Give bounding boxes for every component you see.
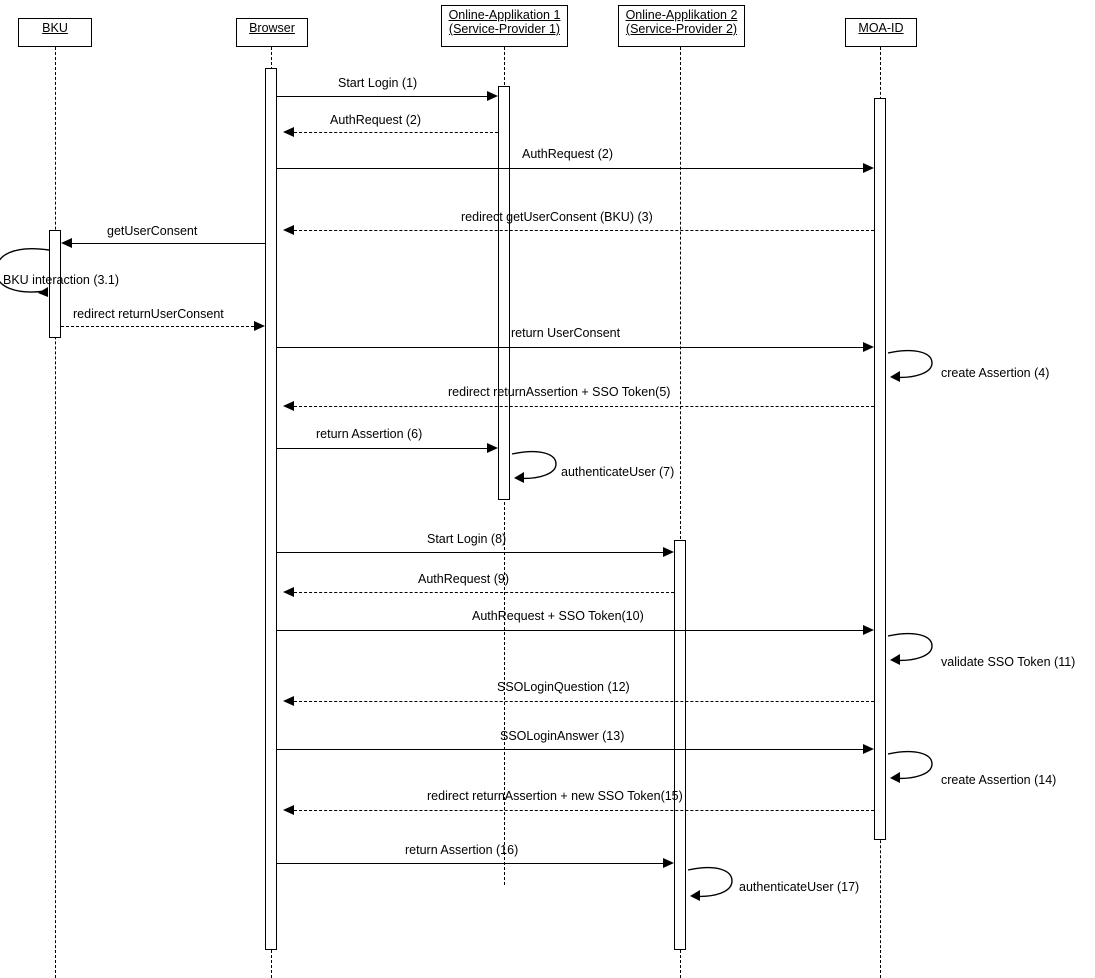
message-label-getuserconsent: getUserConsent <box>107 224 198 238</box>
message-line-ssologinquestion-12 <box>294 701 874 702</box>
self-message-authenticateuser-7 <box>510 448 562 488</box>
lifeline-head-oa2 <box>618 5 745 47</box>
message-line-start-login-8 <box>277 552 663 553</box>
message-label-create-assertion-14: create Assertion (14) <box>941 773 1057 787</box>
message-label-redirect-returnuserconsent: redirect returnUserConsent <box>73 307 224 321</box>
message-line-authrequest-2a <box>294 132 498 133</box>
message-line-authrequest-9 <box>294 592 674 593</box>
message-label-redirect-getuserconsent: redirect getUserConsent (BKU) (3) <box>461 210 653 224</box>
message-label-authrequest-sso-token-10: AuthRequest + SSO Token(10) <box>472 609 644 623</box>
message-label-authrequest-2a: AuthRequest (2) <box>330 113 422 127</box>
arrow-redirect-getuserconsent <box>283 225 294 235</box>
arrow-start-login-1 <box>487 91 498 101</box>
message-line-return-assertion-16 <box>277 863 663 864</box>
arrow-authrequest-2b <box>863 163 874 173</box>
arrow-getuserconsent <box>61 238 72 248</box>
self-message-create-assertion-14 <box>886 748 938 788</box>
message-label-authenticateuser-7: authenticateUser (7) <box>561 465 675 479</box>
message-label-return-userconsent: return UserConsent <box>511 326 621 340</box>
message-label-create-assertion-4: create Assertion (4) <box>941 366 1050 380</box>
lifeline-head-oa1 <box>441 5 568 47</box>
message-label-authenticateuser-17: authenticateUser (17) <box>739 880 860 894</box>
message-line-return-assertion-6 <box>277 448 487 449</box>
arrow-return-assertion-16 <box>663 858 674 868</box>
activation-moaid <box>874 98 886 840</box>
message-line-getuserconsent <box>72 243 265 244</box>
arrow-redirect-returnassertion-5 <box>283 401 294 411</box>
message-line-redirect-returnassertion-5 <box>294 406 874 407</box>
message-line-ssologinanswer-13 <box>277 749 863 750</box>
self-message-create-assertion-4 <box>886 347 938 387</box>
message-label-return-assertion-16: return Assertion (16) <box>405 843 519 857</box>
lifeline-head-bku <box>18 18 92 47</box>
lifeline-head-browser <box>236 18 308 47</box>
lifeline-line-bku <box>55 47 56 978</box>
lifeline-label-moaid: MOA-ID <box>858 21 904 35</box>
arrow-return-userconsent <box>863 342 874 352</box>
message-label-redirect-returnassertion-15: redirect returnAssertion + new SSO Token(15) <box>427 789 683 803</box>
message-line-return-userconsent <box>277 347 863 348</box>
message-line-redirect-getuserconsent <box>294 230 874 231</box>
message-line-authrequest-sso-token-10 <box>277 630 863 631</box>
lifeline-label-browser: Browser <box>249 21 295 35</box>
message-line-start-login-1 <box>277 96 487 97</box>
activation-oa1 <box>498 86 510 500</box>
lifeline-label-oa2: Online-Applikation 2 <box>625 8 738 22</box>
arrow-ssologinanswer-13 <box>863 744 874 754</box>
arrow-return-assertion-6 <box>487 443 498 453</box>
message-label-redirect-returnassertion-5: redirect returnAssertion + SSO Token(5) <box>448 385 671 399</box>
message-label-start-login-8: Start Login (8) <box>427 532 507 546</box>
message-label-return-assertion-6: return Assertion (6) <box>316 427 423 441</box>
arrow-redirect-returnassertion-15 <box>283 805 294 815</box>
message-label-authrequest-2b: AuthRequest (2) <box>522 147 614 161</box>
activation-browser <box>265 68 277 950</box>
message-label-authrequest-9: AuthRequest (9) <box>418 572 510 586</box>
message-label-ssologinquestion-12: SSOLoginQuestion (12) <box>497 680 630 694</box>
arrow-start-login-8 <box>663 547 674 557</box>
message-label-bku-interaction: BKU interaction (3.1) <box>3 273 120 287</box>
message-label-start-login-1: Start Login (1) <box>338 76 418 90</box>
arrow-authrequest-2a <box>283 127 294 137</box>
message-label-validate-sso-token-11: validate SSO Token (11) <box>941 655 1076 669</box>
lifeline-sublabel-oa2: (Service-Provider 2) <box>625 22 738 36</box>
arrow-authrequest-9 <box>283 587 294 597</box>
message-line-redirect-returnassertion-15 <box>294 810 874 811</box>
lifeline-sublabel-oa1: (Service-Provider 1) <box>448 22 561 36</box>
arrow-ssologinquestion-12 <box>283 696 294 706</box>
message-line-authrequest-2b <box>277 168 863 169</box>
message-line-redirect-returnuserconsent <box>61 326 254 327</box>
arrow-redirect-returnuserconsent <box>254 321 265 331</box>
self-message-authenticateuser-17 <box>686 864 738 906</box>
activation-oa2 <box>674 540 686 950</box>
arrow-authrequest-sso-token-10 <box>863 625 874 635</box>
self-message-validate-sso-token-11 <box>886 630 938 670</box>
message-label-ssologinanswer-13: SSOLoginAnswer (13) <box>500 729 625 743</box>
lifeline-label-oa1: Online-Applikation 1 <box>448 8 561 22</box>
lifeline-label-bku: BKU <box>42 21 68 35</box>
lifeline-head-moaid <box>845 18 917 47</box>
